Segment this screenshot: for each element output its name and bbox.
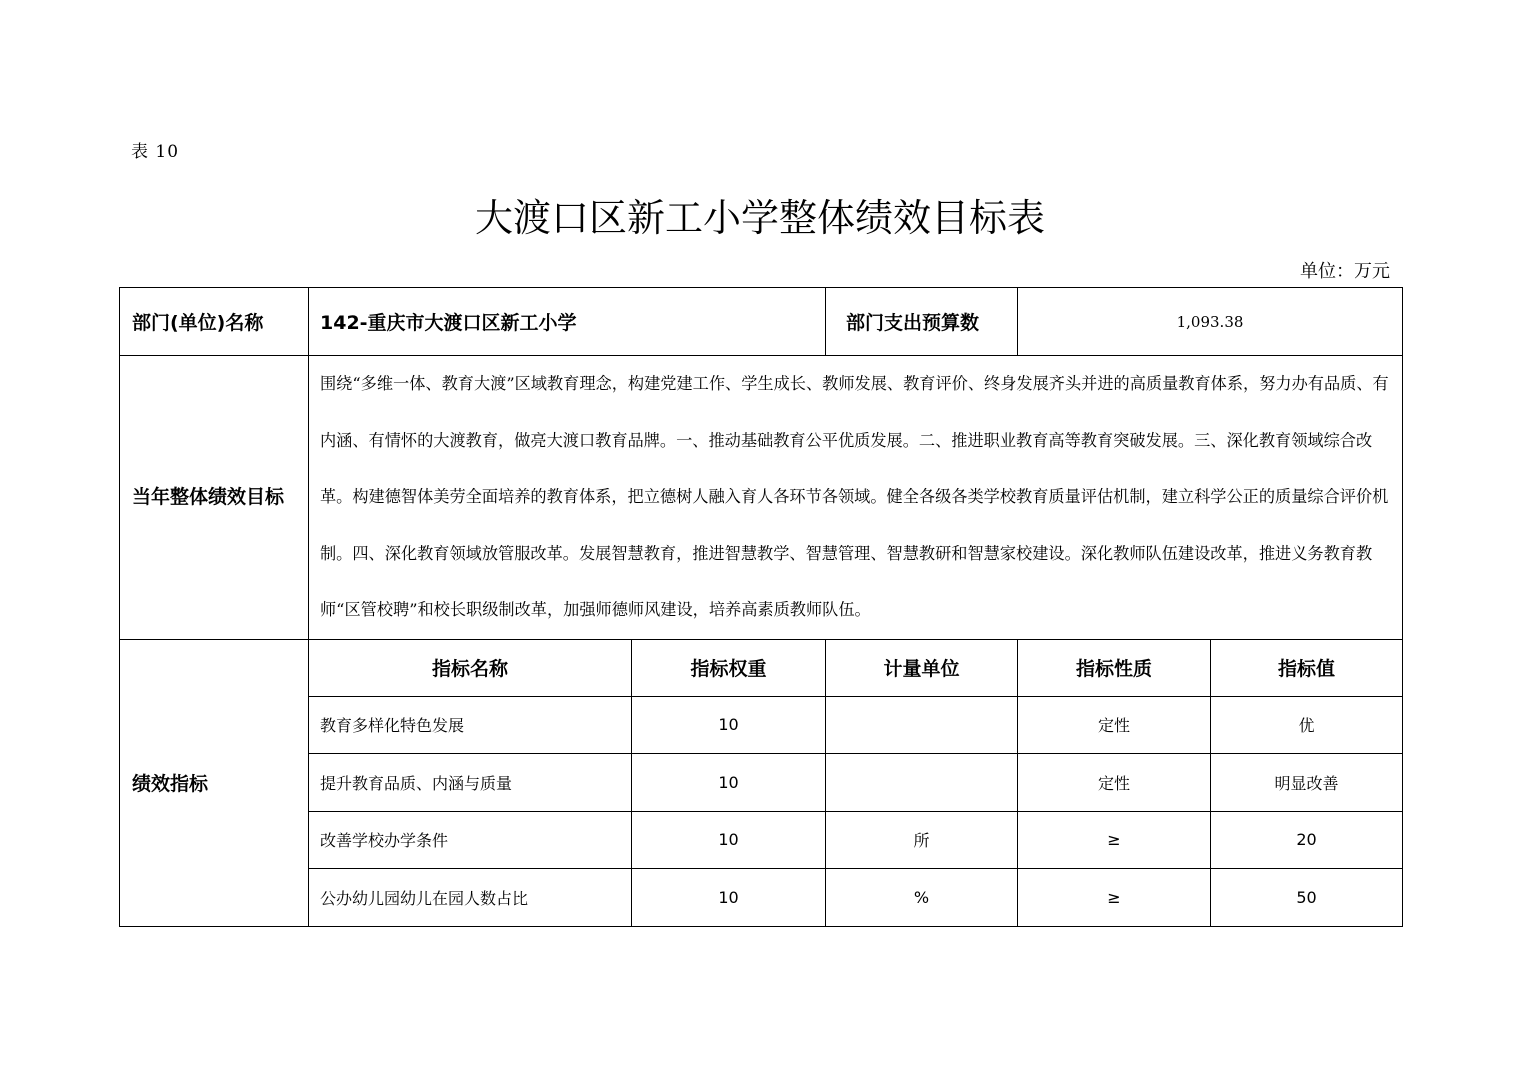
indicator-value: 明显改善 (1211, 753, 1403, 811)
header-indicator-name: 指标名称 (309, 639, 632, 696)
performance-table (119, 287, 1403, 927)
dept-name: 142-重庆市大渡口区新工小学 (309, 288, 826, 356)
indicator-nature: ≥ (1018, 868, 1211, 926)
budget-value: 1,093.38 (1018, 288, 1403, 356)
dept-row (120, 288, 1403, 356)
page-title: 大渡口区新工小学整体绩效目标表 (474, 196, 1045, 240)
table-number: 表 10 (131, 142, 180, 162)
indicator-unit: 所 (826, 811, 1018, 868)
goal-row (120, 356, 1403, 640)
indicator-name: 公办幼儿园幼儿在园人数占比 (309, 868, 632, 926)
indicator-weight: 10 (632, 696, 826, 753)
goal-label: 当年整体绩效目标 (120, 356, 309, 640)
table-row (120, 696, 1403, 753)
indicator-value: 20 (1211, 811, 1403, 868)
indicator-nature: 定性 (1018, 696, 1211, 753)
indicator-value: 优 (1211, 696, 1403, 753)
goal-text: 围绕“多维一体、教育大渡”区域教育理念，构建党建工作、学生成长、教师发展、教育评价、终身发展齐头并进的高质量教育体系，努力办有品质、有内涵、有情怀的大渡教育，做亮大渡口教育品牌。一、推动基础教育公平优质发展。二、推进职业教育高等教育突破发展。三、深化教育领域综合改革。构建德智体美劳全面培养的教育体系，把立德树人融入育人各环节各领域。健全各级各类学校教育质量评估机制，建立科学公正的质量综合评价机制。四、深化教育领域放管服改革。发展智慧教育，推进智慧教学、智慧管理、智慧教研和智慧家校建设。深化教师队伍建设改革，推进义务教育教师“区管校聘”和校长职级制改革，加强师德师风建设，培养高素质教师队伍。 (309, 356, 1403, 640)
indicator-weight: 10 (632, 868, 826, 926)
indicator-value: 50 (1211, 868, 1403, 926)
indicator-header-row (120, 639, 1403, 696)
indicator-unit (826, 696, 1018, 753)
budget-label: 部门支出预算数 (826, 288, 1018, 356)
unit-label: 单位：万元 (1300, 261, 1390, 282)
header-indicator-weight: 指标权重 (632, 639, 826, 696)
indicator-nature: ≥ (1018, 811, 1211, 868)
indicator-name: 教育多样化特色发展 (309, 696, 632, 753)
indicator-unit (826, 753, 1018, 811)
header-unit: 计量单位 (826, 639, 1018, 696)
indicator-name: 改善学校办学条件 (309, 811, 632, 868)
table-row (120, 868, 1403, 926)
header-value: 指标值 (1211, 639, 1403, 696)
indicator-weight: 10 (632, 753, 826, 811)
indicators-label: 绩效指标 (120, 639, 309, 926)
dept-label: 部门(单位)名称 (120, 288, 309, 356)
indicator-weight: 10 (632, 811, 826, 868)
table-row (120, 811, 1403, 868)
indicator-name: 提升教育品质、内涵与质量 (309, 753, 632, 811)
table-row (120, 753, 1403, 811)
indicator-nature: 定性 (1018, 753, 1211, 811)
indicator-unit: % (826, 868, 1018, 926)
header-nature: 指标性质 (1018, 639, 1211, 696)
